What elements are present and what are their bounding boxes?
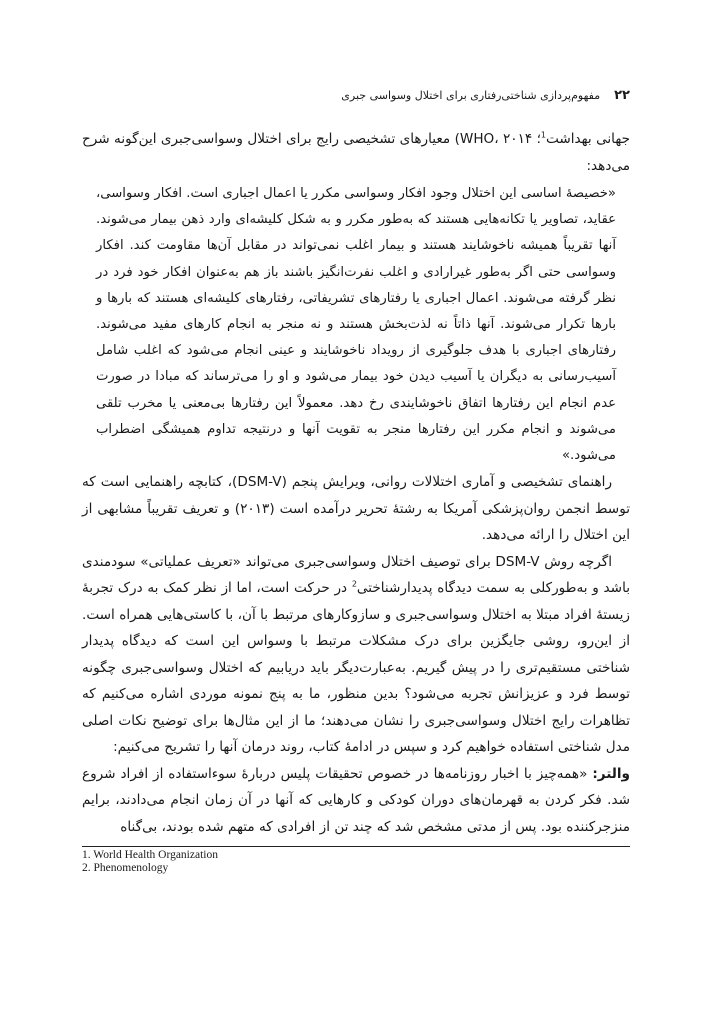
case-speaker: والتر: xyxy=(592,765,630,782)
footnote-1: 1. World Health Organization xyxy=(82,849,218,862)
case-walter-paragraph xyxy=(82,761,630,841)
phenomenology-text-start: اگرچه روش DSM-V برای توصیف اختلال وسواسی‌جبری می‌تواند «تعریف عملیاتی» سودمندی باشد و به‌طورکلی به سمت دیدگاه پدیدارشناختی xyxy=(82,553,630,597)
intro-paragraph xyxy=(82,126,630,179)
intro-text-start: جهانی بهداشت xyxy=(546,131,630,147)
footnote-ref-1: 1 xyxy=(540,130,546,140)
footnote-divider xyxy=(82,846,630,847)
footnote-2: 2. Phenomenology xyxy=(82,862,169,875)
page-header xyxy=(82,88,630,110)
book-page xyxy=(82,88,630,875)
page-number: ۲۲ xyxy=(614,88,630,103)
footnote-ref-2: 2 xyxy=(351,579,357,589)
phenomenology-paragraph xyxy=(82,549,630,761)
diagnostic-quote: «خصیصهٔ اساسی این اختلال وجود افکار وسواسی مکرر یا اعمال اجباری است. افکار وسواسی، عقاید، تصاویر یا تکانه‌هایی هستند که به‌طور مکرر و به شکل کلیشه‌ای وارد ذهن بیمار می‌شوند. آنها تقریباً همیشه ناخوشایند هستند و بیمار اغلب نمی‌تواند در مقابل آن‌ها مقاومت کند. افکار وسواسی حتی اگر به‌طور غیرارادی و اغلب نفرت‌انگیز باشند باز هم به‌عنوان افکار خود فرد در نظر گرفته می‌شوند. اعمال اجباری یا رفتارهای تشریفاتی، رفتارهای کلیشه‌ای هستند که بارها و بارها تکرار می‌شوند. آنها ذاتاً نه لذت‌بخش هستند و نه منجر به انجام کارهای مفید می‌شوند. رفتارهای اجباری با هدف جلوگیری از رویداد ناخوشایند و عینی انجام می‌شود که اغلب شامل آسیب‌رسانی به دیگران یا آسیب دیدن خود بیمار می‌شود و او را می‌ترساند که مبادا در صورت عدم انجام این رفتارها اتفاق ناخوشایندی رخ دهد. معمولاً این رفتارها بی‌معنی یا مخرب تلقی می‌شوند و انجام مکرر این رفتارها منجر به تقویت آنها و درنتیجه تداوم همیشگی اضطراب می‌شود.» xyxy=(96,186,616,464)
case-text: «همه‌چیز با اخبار روزنامه‌ها در خصوص تحقیقات پلیس دربارهٔ سوءاستفاده از افراد شروع شد. فکر کردن به قهرمان‌های دوران کودکی و کارهایی که آنها در آن زمان انجام می‌دادند، برایم منزجرکننده بود. پس از مدتی مشخص شد که چند تن از افرادی که متهم شده بودند، بی‌گناه xyxy=(82,765,630,835)
footnotes xyxy=(82,849,630,875)
running-title: مفهوم‌پردازی شناختی‌رفتاری برای اختلال وسواسی جبری xyxy=(341,89,601,102)
intro-text-end: ؛ WHO، ۲۰۱۴) معیارهای تشخیصی رایج برای اختلال وسواسی‌جبری این‌گونه شرح می‌دهد: xyxy=(82,131,630,174)
body-text xyxy=(82,126,630,840)
phenomenology-text-end: در حرکت است، اما از نظر کمک به درک تجربهٔ زیستهٔ افراد مبتلا به اختلال وسواسی‌جبری و سازوکارهای مرتبط با آن، با کاستی‌هایی همراه است. از این‌رو، روشی جایگزین برای درک مشکلات مرتبط با وسواس این است که دیدگاه پدیدار شناختی مستقیم‌تری را در پیش گیریم. به‌عبارت‌دیگر باید دریابیم که اختلال وسواسی‌جبری چگونه توسط فرد و عزیزانش تجربه می‌شود؟ بدین منظور، ما به پنج نمونه موردی اشاره می‌کنیم که تظاهرات رایج اختلال وسواسی‌جبری را نشان می‌دهند؛ ما از این مثال‌ها برای توضیح نکات اصلی مدل شناختی استفاده خواهیم کرد و سپس در ادامهٔ کتاب، روند درمان آنها را تشریح می‌کنیم: xyxy=(82,580,630,756)
dsm-paragraph: راهنمای تشخیصی و آماری اختلالات روانی، ویرایش پنجم (DSM-V)، کتابچه راهنمایی است که توسط انجمن روان‌پزشکی آمریکا به رشتهٔ تحریر درآمده است (۲۰۱۳) و تعریف تقریباً مشابهی از این اختلال را ارائه می‌دهد. xyxy=(82,474,630,544)
